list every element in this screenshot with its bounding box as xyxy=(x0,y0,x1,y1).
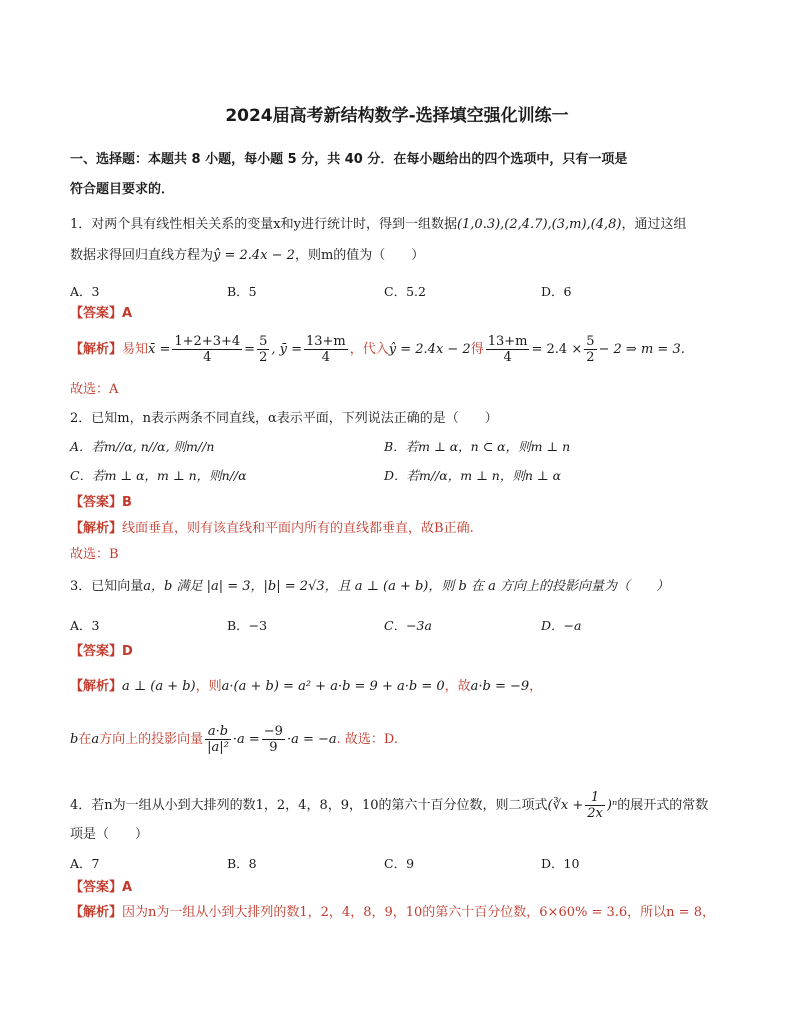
q1-sol-frac2 xyxy=(257,334,269,365)
q1-option-b: B．5 xyxy=(227,284,257,299)
q1-sol-frac5 xyxy=(584,334,596,365)
q3-sol-frac2 xyxy=(262,724,285,755)
q3-sol-vec-a: a xyxy=(91,732,100,747)
section-header-line1: 一、选择题：本题共 8 小题，每小题 5 分，共 40 分．在每小题给出的四个选项中，只有一项是 xyxy=(70,152,628,167)
q1-option-d: D．6 xyxy=(541,284,572,299)
q3-sol-frac2-num: −9 xyxy=(263,724,283,739)
q3-answer-value: D xyxy=(122,644,133,659)
q1-stem-text-a: 1．对两个具有线性相关关系的变量x和y进行统计时，得到一组数据 xyxy=(70,217,457,232)
q3-sol-text-d: ，故 xyxy=(444,679,471,694)
q1-sol-frac3-den: 4 xyxy=(321,350,330,365)
page-title: 2024届高考新结构数学-选择填空强化训练一 xyxy=(225,106,569,126)
q2-choose-label: 故选： xyxy=(70,547,110,562)
q2-analysis-label: 【解析】 xyxy=(70,521,123,536)
q1-sol-equation: ŷ = 2.4x − 2 xyxy=(388,342,471,357)
q1-sol-text-c: 得 xyxy=(470,342,484,357)
q3-sol-text-e: ·a = xyxy=(232,732,260,747)
q4-analysis-label: 【解析】 xyxy=(70,905,123,920)
q3-stem-vectors: a，b 满足 |a| = 3，|b| = 2√3，且 a ⊥ (a + b)，则 b 在 a 方向上的投影向量为（ ） xyxy=(143,579,669,594)
q1-sol-frac1 xyxy=(172,334,242,365)
q3-stem-text-a: 3．已知向量 xyxy=(70,579,144,594)
q3-stem xyxy=(70,578,669,596)
q3-sol-choose: . 故选：D. xyxy=(336,732,398,747)
q1-option-a: A．3 xyxy=(70,284,100,299)
q4-binomial-frac-num: 1 xyxy=(585,790,605,806)
q3-sol-vec-b: b xyxy=(70,732,79,747)
q4-binomial-close: )ⁿ xyxy=(606,798,618,813)
q1-sol-frac4-den: 4 xyxy=(503,350,512,365)
q1-answer xyxy=(70,305,132,323)
q1-sol-frac5-num: 5 xyxy=(586,334,595,349)
q3-sol-frac1-num: a·b xyxy=(205,724,231,740)
q1-sol-frac2-num: 5 xyxy=(259,334,268,349)
q1-analysis-label: 【解析】 xyxy=(70,342,123,357)
q3-option-b: B．−3 xyxy=(227,618,268,633)
q1-sol-text-b: ，代入 xyxy=(349,342,389,357)
q2-option-c: C．若m ⊥ α，m ⊥ n，则n//α xyxy=(70,468,247,483)
q4-option-c: C．9 xyxy=(384,856,415,871)
q3-sol-frac1 xyxy=(205,724,231,755)
q3-sol-text-projection: 方向上的投影向量 xyxy=(99,732,204,747)
q1-data-points: (1,0.3),(2,4.7),(3,m),(4,8) xyxy=(456,217,622,232)
q1-regression-equation: ŷ = 2.4x − 2 xyxy=(213,248,295,263)
q1-stem-line1 xyxy=(70,216,687,234)
q2-answer-value: B xyxy=(122,495,132,510)
q1-stem-text-c: 数据求得回归直线方程为 xyxy=(70,248,214,263)
q3-sol-frac1-den: |a|² xyxy=(207,740,229,755)
q1-sol-text-a: 易知 xyxy=(122,342,149,357)
q1-sol-xbar: x̄ = xyxy=(148,342,171,357)
q1-stem-line2 xyxy=(70,247,424,265)
q3-analysis-label: 【解析】 xyxy=(70,679,123,694)
q3-sol-dot-expansion: a·(a + b) = a² + a·b = 9 + a·b = 0 xyxy=(221,679,445,694)
q4-stem-line1 xyxy=(70,788,708,824)
q2-answer xyxy=(70,494,132,512)
q1-stem-text-d: ，则m的值为（ ） xyxy=(294,248,425,263)
q4-stem-line2: 项是（ ） xyxy=(70,827,149,842)
q2-answer-label: 【答案】 xyxy=(70,495,123,510)
q1-sol-text-d: = 2.4 × xyxy=(531,342,583,357)
q3-analysis-line2 xyxy=(70,722,398,758)
q1-option-c: C．5.2 xyxy=(384,284,426,299)
q4-analysis-text: 因为n为一组从小到大排列的数1，2，4，8，9，10的第六十百分位数，6×60% = 3.6，所以n = 8， xyxy=(122,905,715,920)
q1-choose-label: 故选： xyxy=(70,382,110,397)
q1-sol-eq1: = xyxy=(244,342,256,357)
q4-answer xyxy=(70,879,132,897)
q3-sol-text-f: ， xyxy=(529,679,543,694)
q3-analysis-line1 xyxy=(70,678,542,696)
q4-answer-label: 【答案】 xyxy=(70,880,123,895)
q2-analysis xyxy=(70,520,474,538)
q1-sol-frac3-num: 13+m xyxy=(305,334,346,349)
q2-stem: 2．已知m，n表示两条不同直线，α表示平面，下列说法正确的是（ ） xyxy=(70,411,498,426)
q1-sol-frac5-den: 2 xyxy=(586,350,595,365)
q3-option-a: A．3 xyxy=(70,618,100,633)
q2-option-b: B．若m ⊥ α，n ⊂ α，则m ⊥ n xyxy=(384,439,571,454)
q4-stem-text-b: 的展开式的常数 xyxy=(617,798,709,813)
q1-analysis xyxy=(70,332,685,368)
q1-sol-frac1-den: 4 xyxy=(203,350,212,365)
q1-sol-text-e: − 2 ⇒ m = 3. xyxy=(598,342,685,357)
q3-answer xyxy=(70,643,133,661)
q1-sol-frac4-num: 13+m xyxy=(487,334,528,349)
q3-sol-perp: a ⊥ (a + b) xyxy=(122,679,196,694)
q4-option-a: A．7 xyxy=(70,856,100,871)
q3-sol-text-zai: 在 xyxy=(78,732,92,747)
q3-sol-text-f: ·a = −a xyxy=(286,732,337,747)
q2-analysis-text: 线面垂直，则有该直线和平面内所有的直线都垂直，故B正确. xyxy=(122,521,474,536)
q1-stem-text-b: ，通过这组 xyxy=(621,217,687,232)
q1-sol-frac4 xyxy=(486,334,530,365)
section-header-line2: 符合题目要求的． xyxy=(70,182,175,197)
q3-option-d: D．−a xyxy=(541,618,582,633)
q4-binomial-open: (∛x + xyxy=(547,798,584,813)
q2-choose-value: B xyxy=(109,547,119,562)
q1-choose-value: A xyxy=(109,382,119,397)
q1-sol-frac3 xyxy=(304,334,348,365)
q1-sol-frac1-num: 1+2+3+4 xyxy=(174,334,241,349)
q3-sol-dot-value: a·b = −9 xyxy=(470,679,530,694)
q1-choose xyxy=(70,381,118,399)
q4-option-d: D．10 xyxy=(541,856,580,871)
q1-answer-label: 【答案】 xyxy=(70,306,123,321)
q4-option-b: B．8 xyxy=(227,856,257,871)
q1-answer-value: A xyxy=(122,306,133,321)
q2-choose xyxy=(70,546,119,564)
q3-option-c: C．−3a xyxy=(384,618,432,633)
q4-analysis xyxy=(70,904,715,922)
q1-sol-ybar: , ȳ = xyxy=(271,342,302,357)
q3-answer-label: 【答案】 xyxy=(70,644,123,659)
q4-binomial-frac xyxy=(585,790,605,821)
q2-option-a: A．若m//α, n//α, 则m//n xyxy=(70,439,215,454)
q4-answer-value: A xyxy=(122,880,133,895)
q4-stem-text-a: 4．若n为一组从小到大排列的数1，2，4，8，9，10的第六十百分位数，则二项式 xyxy=(70,798,548,813)
q2-option-d: D．若m//α，m ⊥ n，则n ⊥ α xyxy=(384,468,562,483)
q3-sol-text-b: ，则 xyxy=(195,679,222,694)
q1-sol-frac2-den: 2 xyxy=(259,350,268,365)
q3-sol-frac2-den: 9 xyxy=(269,740,278,755)
q4-binomial-frac-den: 2x xyxy=(587,806,603,821)
